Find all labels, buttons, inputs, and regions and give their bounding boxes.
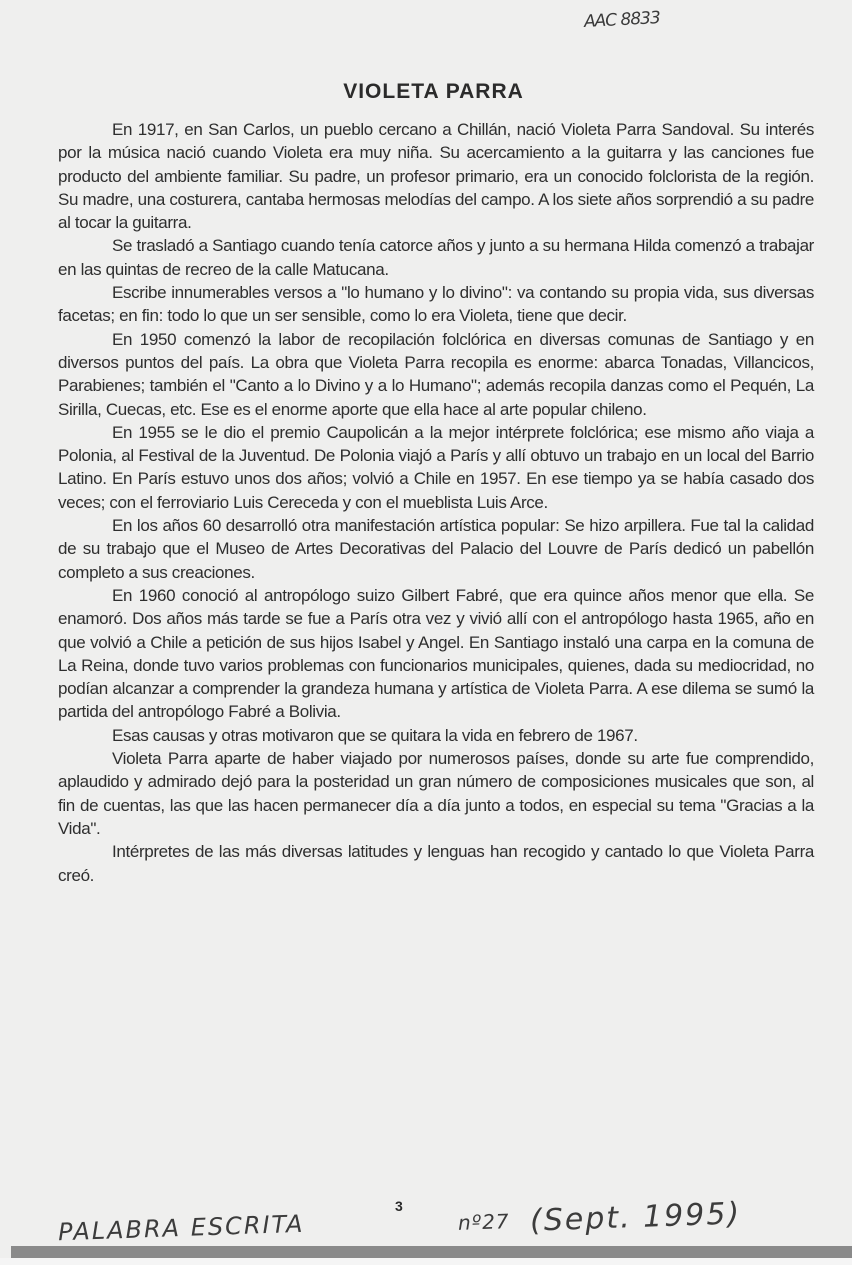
- paragraph: En 1960 conoció al antropólogo suizo Gilbert Fabré, que era quince años menor que ella. Se enamoró. Dos años más tarde se fue a París otra vez y vivió allí con el antropólogo hasta 1965, año en que volvió a Chile a petición de sus hijos Isabel y Angel. En Santiago instaló una carpa en la comuna de La Reina, donde tuvo varios problemas con funcionarios municipales, quienes, dada su mediocridad, no podían alcanzar a comprender la grandeza humana y artística de Violeta Parra. A ese dilema se sumó la partida del antropólogo Fabré a Bolivia.: [58, 585, 814, 722]
- paragraph: En 1917, en San Carlos, un pueblo cercano a Chillán, nació Violeta Parra Sandoval. Su interés por la música nació cuando Violeta era muy niña. Su acercamiento a la guitarra y las canciones fue producto del ambiente familiar. Su padre, un profesor primario, era un conocido folclorista de la región. Su madre, una costurera, cantaba hermosas melodías del campo. A los siete años sorprendió a su padre al tocar la guitarra.: [58, 120, 814, 233]
- paragraph: En 1950 comenzó la labor de recopilación folclórica en diversas comunas de Santiago y en diversos puntos del país. La obra que Violeta Parra recopila es enorme: abarca Tonadas, Villancicos, Parabienes; también el "Canto a lo Divino y a lo Humano"; además recopila danzas como el Pequén, La Sirilla, Cuecas, etc. Ese es el enorme aporte que ella hace al arte popular chileno.: [58, 329, 814, 419]
- handwritten-issue: nº27: [457, 1209, 510, 1235]
- handwritten-catalog-mark: AAC 8833: [583, 8, 661, 32]
- paragraph: Esas causas y otras motivaron que se quitara la vida en febrero de 1967.: [112, 725, 638, 745]
- paragraph: Escribe innumerables versos a "lo humano y lo divino": va contando su propia vida, sus diversas facetas; en fin: todo lo que un ser sensible, como lo era Violeta, tiene que decir.: [58, 283, 814, 326]
- bottom-margin: [0, 1258, 852, 1265]
- bottom-rule: [11, 1246, 852, 1258]
- paragraph: Violeta Parra aparte de haber viajado por numerosos países, donde su arte fue comprendido, aplaudido y admirado dejó para la posteridad un gran número de composiciones musicales que son, al fin de cuentas, las que las hacen permanecer día a día junto a todos, en especial su tema "Gracias a la Vida".: [58, 749, 814, 838]
- paragraph: En 1955 se le dio el premio Caupolicán a la mejor intérprete folclórica; ese mismo año viaja a Polonia, al Festival de la Juventud. De Polonia viajó a París y allí obtuvo un trabajo en un local del Barrio Latino. En París estuvo unos dos años; volvió a Chile en 1957. En ese tiempo ya se había casado dos veces; con el ferroviario Luis Cereceda y con el mueblista Luis Arce.: [58, 422, 814, 512]
- paragraph: En los años 60 desarrolló otra manifestación artística popular: Se hizo arpillera. Fue tal la calidad de su trabajo que el Museo de Artes Decorativas del Palacio del Louvre de París dedicó un pabellón completo a sus creaciones.: [58, 516, 814, 582]
- page-number: 3: [395, 1198, 403, 1214]
- article-body: [58, 118, 814, 887]
- handwritten-date: (Sept. 1995): [529, 1196, 742, 1239]
- page-title: VIOLETA PARRA: [343, 80, 524, 104]
- paragraph: Se trasladó a Santiago cuando tenía catorce años y junto a su hermana Hilda comenzó a trabajar en las quintas de recreo de la calle Matucana.: [58, 236, 814, 279]
- paragraph: Intérpretes de las más diversas latitudes y lenguas han recogido y cantado lo que Violeta Parra creó.: [58, 842, 814, 885]
- handwritten-source: PALABRA ESCRITA: [57, 1209, 305, 1247]
